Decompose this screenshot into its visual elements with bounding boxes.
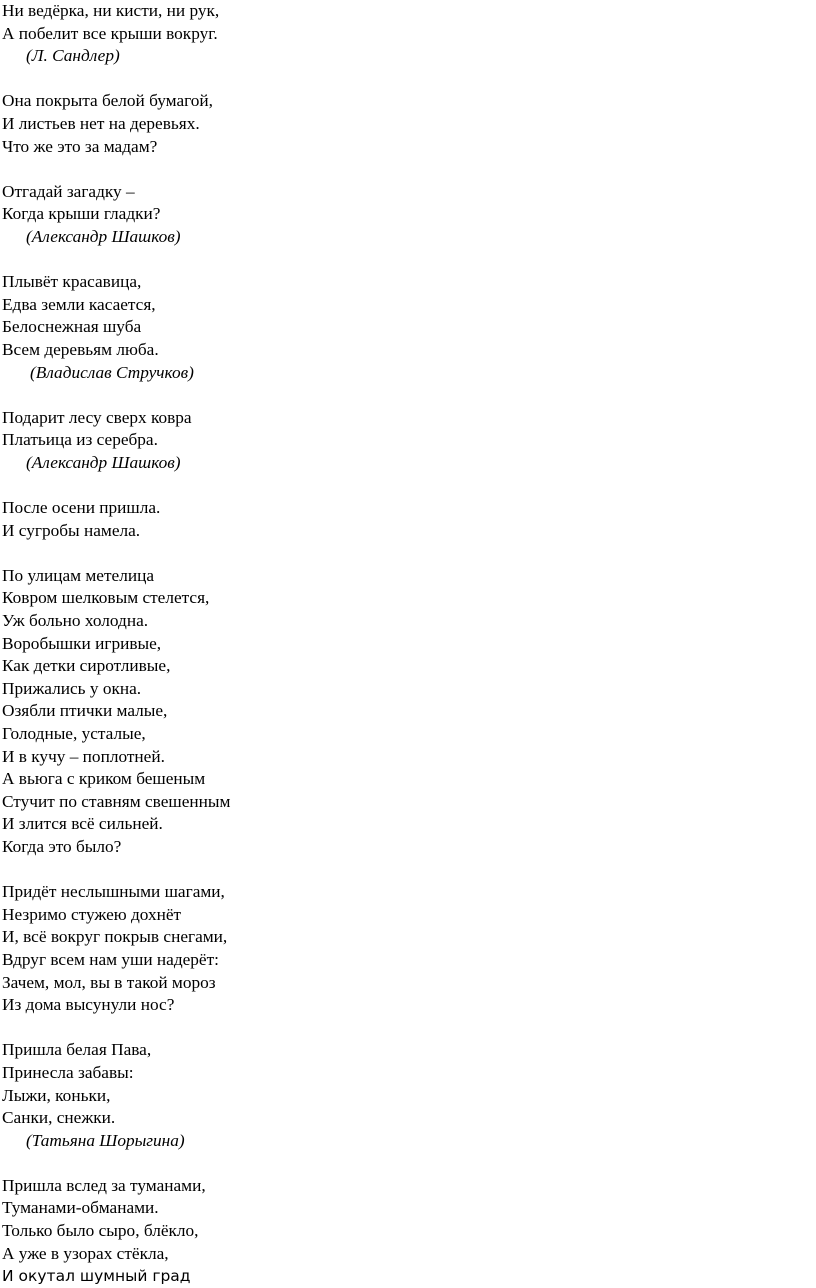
poem-line: А уже в узорах стёкла,	[2, 1243, 169, 1263]
poem-line: Платьица из серебра.	[2, 430, 158, 450]
poem-line: По улицам метелица	[2, 565, 154, 585]
poem-line: Туманами-обманами.	[2, 1198, 159, 1218]
poem-line: Озябли птички малые,	[2, 701, 168, 721]
poem-line: Едва земли касается,	[2, 294, 156, 314]
poem-line: Ковром шелковым стелется,	[2, 588, 210, 608]
poem-line: Всем деревьям люба.	[2, 339, 159, 359]
poem-line: Когда это было?	[2, 836, 122, 856]
poem-line: И, всё вокруг покрыв снегами,	[2, 927, 228, 947]
poem-line: Пришла вслед за туманами,	[2, 1175, 206, 1195]
riddle-stanza-6	[0, 497, 816, 542]
poem-line: Подарит лесу сверх ковра	[2, 407, 192, 427]
riddle-stanza-8	[0, 881, 816, 1017]
poem-line: И окутал шумный град	[2, 1267, 191, 1286]
poem-line: Вдруг всем нам уши надерёт:	[2, 949, 219, 969]
poem-line: Ни ведёрка, ни кисти, ни рук,	[2, 1, 220, 20]
riddle-stanza-2	[0, 90, 816, 158]
riddle-stanza-3	[0, 181, 816, 249]
author-attribution: (Л. Сандлер)	[26, 46, 120, 66]
poem-line: Зачем, мол, вы в такой мороз	[2, 972, 216, 992]
poem-line: И в кучу – поплотней.	[2, 746, 165, 766]
poem-line: Плывёт красавица,	[2, 272, 142, 292]
poem-line: И сугробы намела.	[2, 520, 141, 540]
poem-line: Воробышки игривые,	[2, 633, 162, 653]
author-attribution: (Владислав Стручков)	[30, 362, 194, 382]
poem-line: Принесла забавы:	[2, 1062, 134, 1082]
riddle-stanza-5	[0, 407, 816, 475]
author-attribution: (Александр Шашков)	[26, 226, 181, 246]
author-attribution: (Александр Шашков)	[26, 452, 181, 472]
poem-line: А побелит все крыши вокруг.	[2, 23, 218, 43]
poem-line: Стучит по ставням свешенным	[2, 791, 231, 811]
poem-line: Из дома высунули нос?	[2, 995, 175, 1015]
poem-line: И листьев нет на деревьях.	[2, 113, 200, 133]
poem-line: Голодные, усталые,	[2, 724, 146, 743]
poem-line: Как детки сиротливые,	[2, 656, 171, 676]
poem-line: Когда крыши гладки?	[2, 204, 161, 224]
riddle-stanza-9	[0, 1039, 816, 1152]
poem-line: Отгадай загадку –	[2, 181, 135, 201]
poem-line: Уж больно холодна.	[2, 611, 149, 631]
poem-line: Она покрыта белой бумагой,	[2, 91, 213, 111]
poem-line: Пришла белая Пава,	[2, 1040, 152, 1060]
poem-line: Только было сыро, блёкло,	[2, 1221, 199, 1241]
riddle-stanza-1	[0, 0, 816, 68]
poem-line: После осени пришла.	[2, 498, 161, 518]
poem-line: Что же это за мадам?	[2, 136, 158, 156]
author-attribution: (Татьяна Шорыгина)	[26, 1130, 185, 1150]
poem-line: А вьюга с криком бешеным	[2, 769, 206, 789]
poem-line: Незримо стужею дохнёт	[2, 904, 182, 924]
poem-line: Белоснежная шуба	[2, 317, 142, 337]
poem-line: Лыжи, коньки,	[2, 1085, 111, 1105]
poem-line: Придёт неслышными шагами,	[2, 882, 225, 902]
riddle-stanza-7	[0, 565, 816, 859]
poem-line: И злится всё сильней.	[2, 814, 163, 834]
poem-line: Прижались у окна.	[2, 678, 142, 698]
riddle-stanza-10	[0, 1175, 816, 1288]
poem-line: Санки, снежки.	[2, 1108, 116, 1128]
riddle-stanza-4	[0, 271, 816, 384]
